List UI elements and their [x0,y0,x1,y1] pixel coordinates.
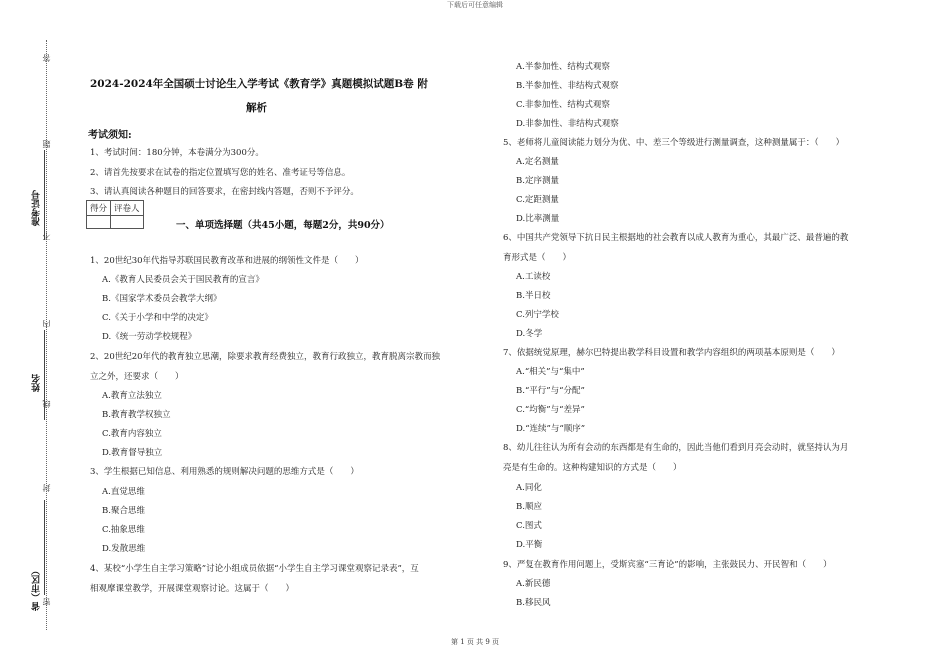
margin-label: 内 [42,320,51,328]
option-d[interactable]: D.冬学 [516,329,543,339]
option-a[interactable]: A.直觉思维 [102,487,145,497]
field-label-province: 省（市区） [32,566,42,611]
option-b[interactable]: B.顺应 [516,502,542,512]
province-underline[interactable] [44,500,45,595]
question-3: 3、学生根据已知信息、利用熟悉的规则解决问题的思维方式是（ ） [90,467,359,477]
question-4: 4、某校“小学生自主学习策略”讨论小组成员依据“小学生自主学习课堂观察记录表”，互 [90,564,419,574]
question-8-cont: 亮是有生命的。这种构建知识的方式是（ ） [503,463,682,473]
option-a[interactable]: A.“相关”与“集中” [516,367,585,377]
score-cell[interactable] [87,216,111,229]
margin-label: 线 [42,400,51,408]
option-a[interactable]: A.半参加性、结构式观察 [516,62,610,72]
question-6: 6、中国共产党领导下抗日民主根据地的社会教育以成人教育为重心，其最广泛、最普遍的教 [503,233,849,243]
option-a[interactable]: A.工读校 [516,272,551,282]
notice-item: 3、请认真阅读各种题目的回答要求，在密封线内答题，否则不予评分。 [90,187,359,197]
option-c[interactable]: C.教育内容独立 [102,429,162,439]
option-d[interactable]: D.非参加性、非结构式观察 [516,119,619,129]
option-c[interactable]: C.定距测量 [516,195,559,205]
question-1: 1、20世纪30年代指导苏联国民教育改革和进展的纲领性文件是（ ） [90,256,364,266]
option-c[interactable]: C.列宁学校 [516,310,559,320]
option-d[interactable]: D.“连续”与“顺序” [516,424,586,434]
exam-title-cont: 解析 [246,102,267,114]
notice-item: 2、请首先按要求在试卷的指定位置填写您的姓名、准考证号等信息。 [90,168,351,178]
option-a[interactable]: A.同化 [516,483,542,493]
option-c[interactable]: C.《关于小学和中学的决定》 [102,313,213,323]
notice-item: 1、考试时间：180分钟，本卷满分为300分。 [90,148,264,158]
grader-cell[interactable] [111,216,144,229]
option-b[interactable]: B.半参加性、非结构式观察 [516,81,619,91]
name-underline[interactable] [44,330,45,420]
exam-id-underline[interactable] [44,150,45,240]
seal-line [46,40,47,630]
question-2: 2、20世纪20年代的教育独立思潮，除要求教育经费独立，教育行政独立，教育脱离宗教而独 [90,352,441,362]
option-a[interactable]: A.定名测量 [516,157,559,167]
option-d[interactable]: D.教育督导独立 [102,448,163,458]
question-2-cont: 立之外，还要求（ ） [90,372,184,382]
option-b[interactable]: B.教育教学权独立 [102,410,171,420]
field-label-name: 姓名 [32,374,42,392]
question-7: 7、依据统觉原理，赫尔巴特提出教学科目设置和教学内容组织的两项基本原则是（ ） [503,348,840,358]
option-d[interactable]: D.平衡 [516,540,543,550]
header-note: 下载后可任意编辑 [447,1,503,9]
option-b[interactable]: B.聚合思维 [102,506,145,516]
option-c[interactable]: C.非参加性、结构式观察 [516,100,610,110]
option-c[interactable]: C.图式 [516,521,542,531]
option-b[interactable]: B.“平行”与“分配” [516,386,585,396]
option-c[interactable]: C.抽象思维 [102,525,145,535]
section-title: 一、单项选择题（共45小题，每题2分，共90分） [176,220,390,231]
field-label-exam-id: 准考证号 [32,190,42,226]
margin-label: 不 [42,232,51,240]
score-table [86,200,144,229]
question-8: 8、幼儿往往认为所有会动的东西都是有生命的，因此当他们看到月亮会动时，就坚持认为月 [503,443,849,453]
option-d[interactable]: D.比率测量 [516,214,560,224]
exam-title: 2024-2024年全国硕士讨论生入学考试《教育学》真题模拟试题B卷 附 [90,78,428,90]
margin-label: 封 [42,484,51,492]
option-b[interactable]: B.半日校 [516,291,551,301]
margin-label: 密 [42,598,51,606]
score-header: 得分 [87,201,111,216]
option-d[interactable]: D.《统一劳动学校规程》 [102,332,197,342]
page-footer: 第 1 页 共 9 页 [450,638,500,646]
question-6-cont: 育形式是（ ） [503,253,572,263]
option-c[interactable]: C.“均衡”与“差异” [516,405,585,415]
option-b[interactable]: B.《国家学术委员会教学大纲》 [102,294,222,304]
option-b[interactable]: B.移民风 [516,598,551,608]
option-a[interactable]: A.教育立法独立 [102,391,162,401]
notice-heading: 考试须知: [88,130,132,141]
margin-label: 答 [42,54,51,62]
option-d[interactable]: D.发散思维 [102,544,146,554]
option-b[interactable]: B.定序测量 [516,176,559,186]
question-4-cont: 相观摩课堂教学，开展课堂观察讨论。这属于（ ） [90,584,295,594]
grader-header: 评卷人 [111,201,144,216]
question-5: 5、老师将儿童阅读能力划分为优、中、差三个等级进行测量调查，这种测量属于：（ ） [503,138,845,148]
option-a[interactable]: A.《教育人民委员会关于国民教育的宣言》 [102,275,264,285]
margin-label: 题 [42,140,51,148]
option-a[interactable]: A.新民德 [516,579,551,589]
question-9: 9、严复在教育作用问题上，受斯宾塞“三育论”的影响，主张鼓民力、开民智和（ ） [503,560,832,570]
